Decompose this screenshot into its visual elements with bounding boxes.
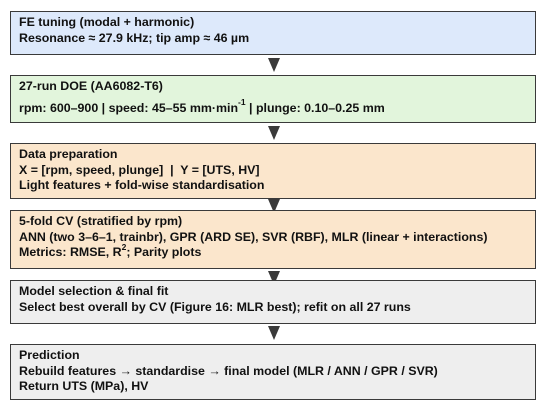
step-cross-validation-metrics-a: Metrics: RMSE, R [19, 245, 122, 259]
step-fe-tuning-text: Resonance ≈ 27.9 kHz; tip amp ≈ 46 µm [19, 30, 250, 45]
step-data-preparation-title: Data preparation [19, 147, 118, 161]
step-model-selection-title: Model selection & final fit [19, 284, 169, 298]
arrow-down-icon [268, 58, 280, 72]
step-prediction-title: Prediction [19, 348, 80, 362]
step-doe-text [19, 97, 527, 117]
step-prediction [10, 344, 536, 400]
step-doe-title: 27-run DOE (AA6082-T6) [19, 79, 163, 93]
step-fe-tuning [10, 11, 536, 55]
step-cross-validation-metrics-b: ; Parity plots [126, 245, 202, 259]
step-model-selection-text: Select best overall by CV (Figure 16: MLR best); refit on all 27 runs [19, 299, 411, 314]
step-data-preparation [10, 143, 536, 199]
step-doe-text-sup: -1 [238, 97, 246, 108]
step-cross-validation-title: 5-fold CV (stratified by rpm) [19, 214, 183, 228]
step-model-selection [10, 280, 536, 324]
step-cross-validation [10, 210, 536, 269]
arrow-down-icon [268, 126, 280, 140]
step-data-preparation-text1: X = [rpm, speed, plunge] | Y = [UTS, HV] [19, 162, 260, 177]
step-data-preparation-text2: Light features + fold-wise standardisation [19, 178, 265, 192]
step-cross-validation-metrics [19, 241, 527, 261]
step-doe [10, 75, 536, 123]
arrow-down-icon [268, 326, 280, 340]
step-prediction-text2: Return UTS (MPa), HV [19, 379, 149, 393]
step-fe-tuning-title: FE tuning (modal + harmonic) [19, 15, 195, 29]
step-doe-text-b: | plunge: 0.10–0.25 mm [245, 100, 385, 115]
step-prediction-text1: Rebuild features → standardise → final model (MLR / ANN / GPR / SVR) [19, 363, 438, 378]
step-cross-validation-models: ANN (two 3–6–1, trainbr), GPR (ARD SE), SVR (RBF), MLR (linear + interactions) [19, 229, 488, 244]
step-cross-validation-metrics-sup: 2 [121, 241, 127, 252]
step-doe-text-a: rpm: 600–900 | speed: 45–55 mm·min [19, 100, 239, 115]
